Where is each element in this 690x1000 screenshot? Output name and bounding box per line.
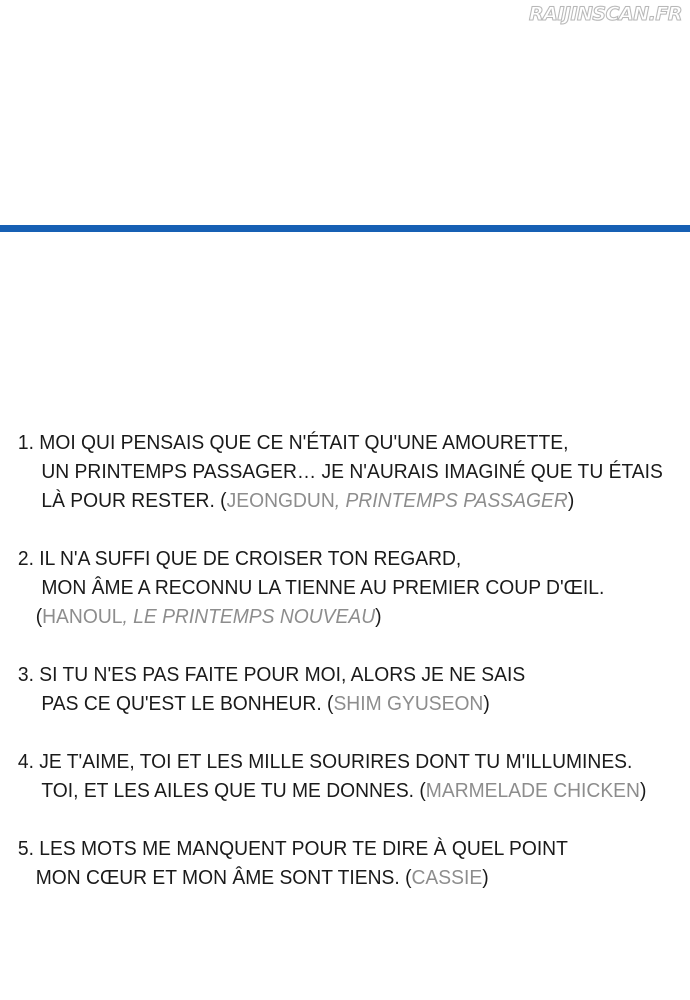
entry-text: LÀ POUR RESTER. (: [41, 489, 227, 512]
opening-paren: (: [35, 605, 43, 628]
credit-entry-3: [0, 660, 649, 718]
entry-text: PAS CE QU'EST LE BONHEUR. (: [41, 692, 334, 715]
entry-line: 4. JE T'AIME, TOI ET LES MILLE SOURIRES DONT TU M'ILLUMINES.: [17, 750, 633, 773]
entry-source-line: [0, 776, 649, 805]
entry-text: MON CŒUR ET MON ÂME SONT TIENS. (: [35, 866, 412, 889]
author-name: SHIM GYUSEON: [333, 692, 484, 715]
entry-line: 3. SI TU N'ES PAS FAITE POUR MOI, ALORS JE NE SAIS: [17, 663, 526, 686]
closing-paren: ): [483, 692, 490, 715]
entry-line: UN PRINTEMPS PASSAGER… JE N'AURAIS IMAGINÉ QUE TU ÉTAIS: [41, 460, 663, 483]
watermark-logo: RAIJINSCAN.FR: [528, 3, 682, 25]
credit-entry-1: [0, 428, 663, 515]
work-title: , PRINTEMPS PASSAGER: [334, 489, 568, 512]
entry-line: MON ÂME A RECONNU LA TIENNE AU PREMIER COUP D'ŒIL.: [41, 576, 605, 599]
credits-list: [0, 428, 663, 921]
credit-entry-4: [0, 747, 649, 805]
credit-entry-5: [0, 834, 649, 892]
closing-paren: ): [482, 866, 489, 889]
credit-entry-2: [0, 544, 649, 631]
author-name: CASSIE: [411, 866, 483, 889]
entry-line: 5. LES MOTS ME MANQUENT POUR TE DIRE À QUEL POINT: [17, 837, 568, 860]
entry-line: 1. MOI QUI PENSAIS QUE CE N'ÉTAIT QU'UNE AMOURETTE,: [17, 431, 569, 454]
entry-source-line: [0, 863, 649, 892]
closing-paren: ): [375, 605, 382, 628]
entry-source-line: [0, 602, 649, 631]
entry-source-line: [0, 486, 649, 515]
entry-line: 2. IL N'A SUFFI QUE DE CROISER TON REGARD,: [17, 547, 462, 570]
entry-text: TOI, ET LES AILES QUE TU ME DONNES. (: [41, 779, 426, 802]
blue-divider: [0, 225, 690, 232]
closing-paren: ): [567, 489, 575, 512]
closing-paren: ): [639, 779, 647, 802]
author-name: MARMELADE CHICKEN: [425, 779, 640, 802]
work-title: , LE PRINTEMPS NOUVEAU: [122, 605, 376, 628]
author-name: JEONGDUN: [226, 489, 335, 512]
entry-source-line: [0, 689, 649, 718]
author-name: HANOUL: [42, 605, 123, 628]
